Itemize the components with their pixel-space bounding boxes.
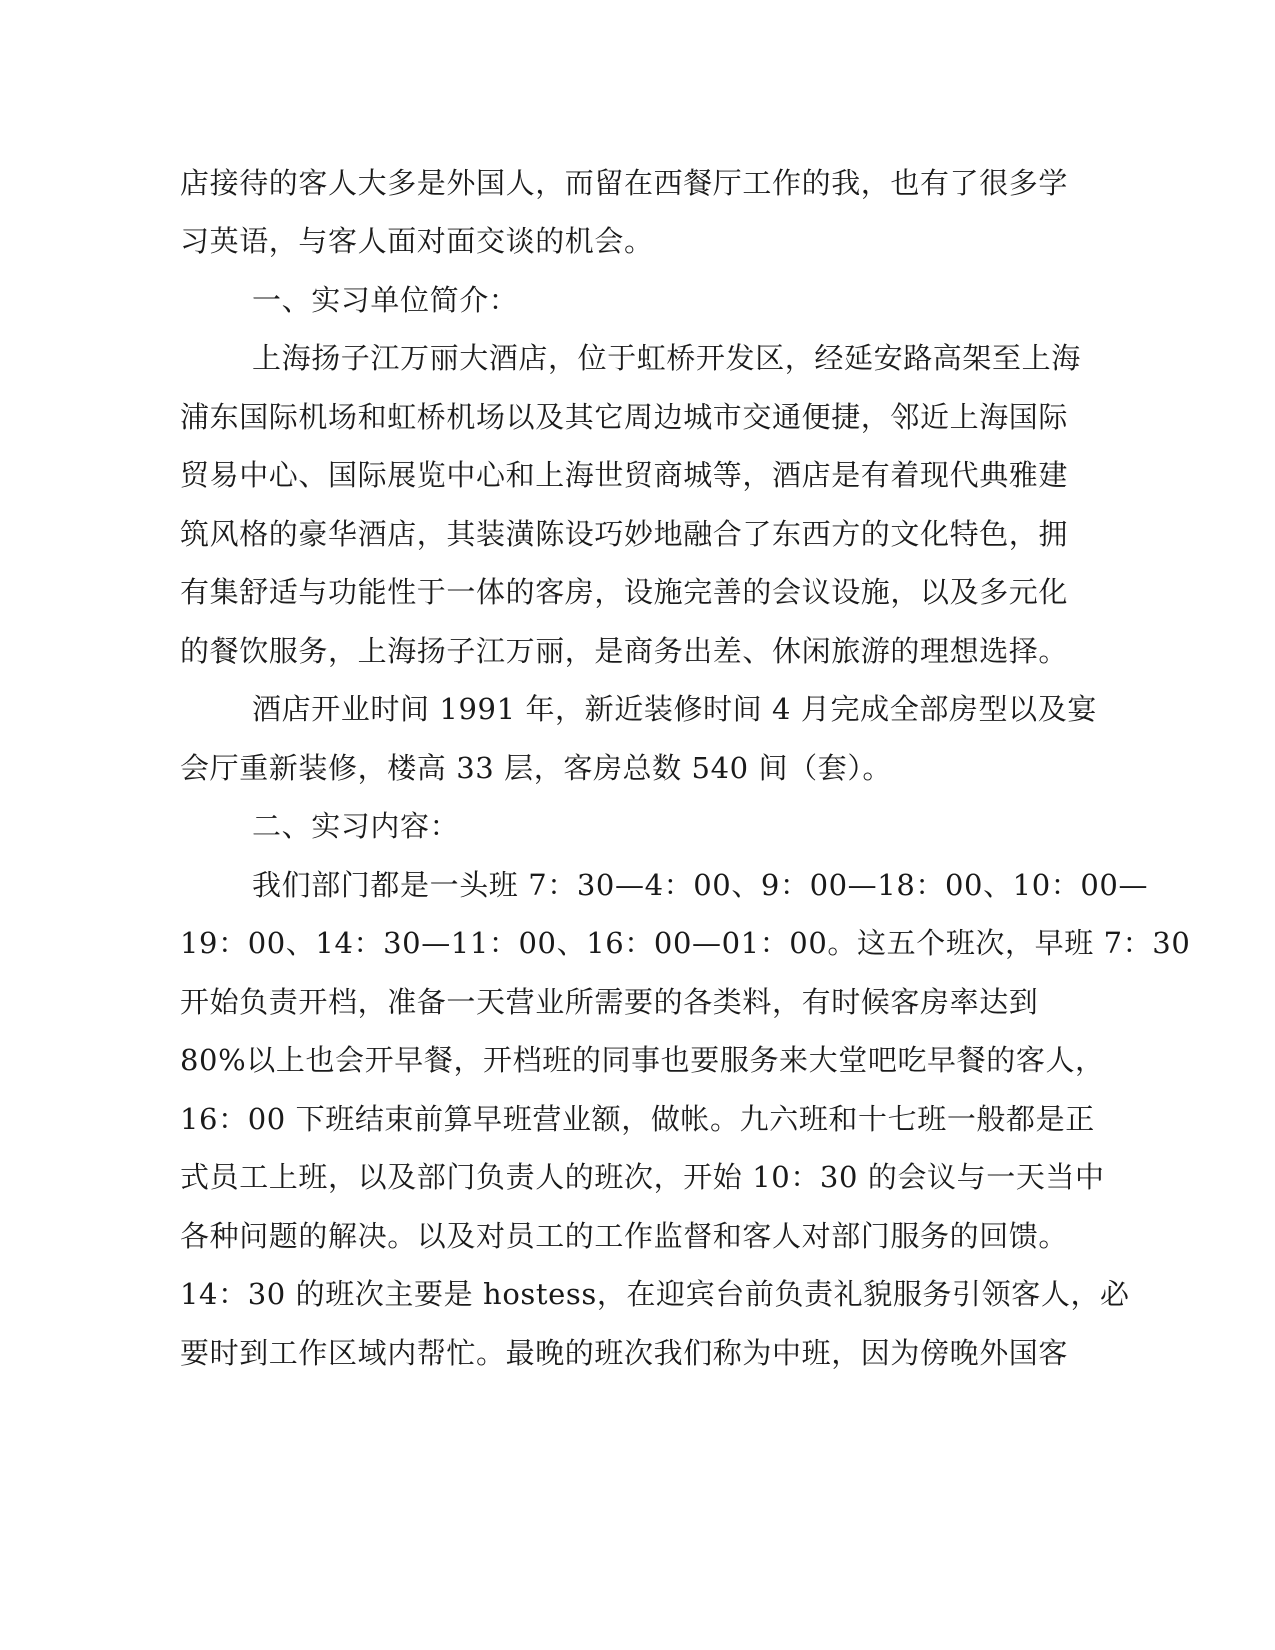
text-line: 19：00、14：30—11：00、16：00—01：00。这五个班次，早班 7：30: [180, 926, 1191, 960]
section-heading: 二、实习内容：: [252, 809, 460, 843]
text-line: 80%以上也会开早餐，开档班的同事也要服务来大堂吧吃早餐的客人，: [180, 1043, 1105, 1077]
text-line: 筑风格的豪华酒店，其装潢陈设巧妙地融合了东西方的文化特色，拥: [180, 517, 1069, 551]
text-line: 开始负责开档，准备一天营业所需要的各类料，有时候客房率达到: [180, 985, 1039, 1019]
text-line: 浦东国际机场和虹桥机场以及其它周边城市交通便捷，邻近上海国际: [180, 400, 1069, 434]
text-line: 式员工上班，以及部门负责人的班次，开始 10：30 的会议与一天当中: [180, 1160, 1105, 1194]
text-line: 会厅重新装修，楼高 33 层，客房总数 540 间（套）。: [180, 751, 893, 785]
text-line: 上海扬子江万丽大酒店，位于虹桥开发区，经延安路高架至上海: [252, 341, 1081, 375]
section-heading: 一、实习单位简介：: [252, 283, 519, 317]
text-line: 贸易中心、国际展览中心和上海世贸商城等，酒店是有着现代典雅建: [180, 458, 1069, 492]
text-line: 各种问题的解决。以及对员工的工作监督和客人对部门服务的回馈。: [180, 1219, 1069, 1253]
text-line: 酒店开业时间 1991 年，新近装修时间 4 月完成全部房型以及宴: [252, 692, 1097, 726]
text-line: 的餐饮服务，上海扬子江万丽，是商务出差、休闲旅游的理想选择。: [180, 634, 1069, 668]
text-line: 有集舒适与功能性于一体的客房，设施完善的会议设施，以及多元化: [180, 575, 1069, 609]
text-line: 店接待的客人大多是外国人，而留在西餐厅工作的我，也有了很多学: [180, 166, 1069, 200]
text-line: 习英语，与客人面对面交谈的机会。: [180, 224, 654, 258]
text-line: 我们部门都是一头班 7：30—4：00、9：00—18：00、10：00—: [252, 868, 1149, 902]
text-line: 要时到工作区域内帮忙。最晚的班次我们称为中班，因为傍晚外国客: [180, 1336, 1069, 1370]
text-line: 14：30 的班次主要是 hostess，在迎宾台前负责礼貌服务引领客人，必: [180, 1277, 1130, 1311]
text-line: 16：00 下班结束前算早班营业额，做帐。九六班和十七班一般都是正: [180, 1102, 1095, 1136]
